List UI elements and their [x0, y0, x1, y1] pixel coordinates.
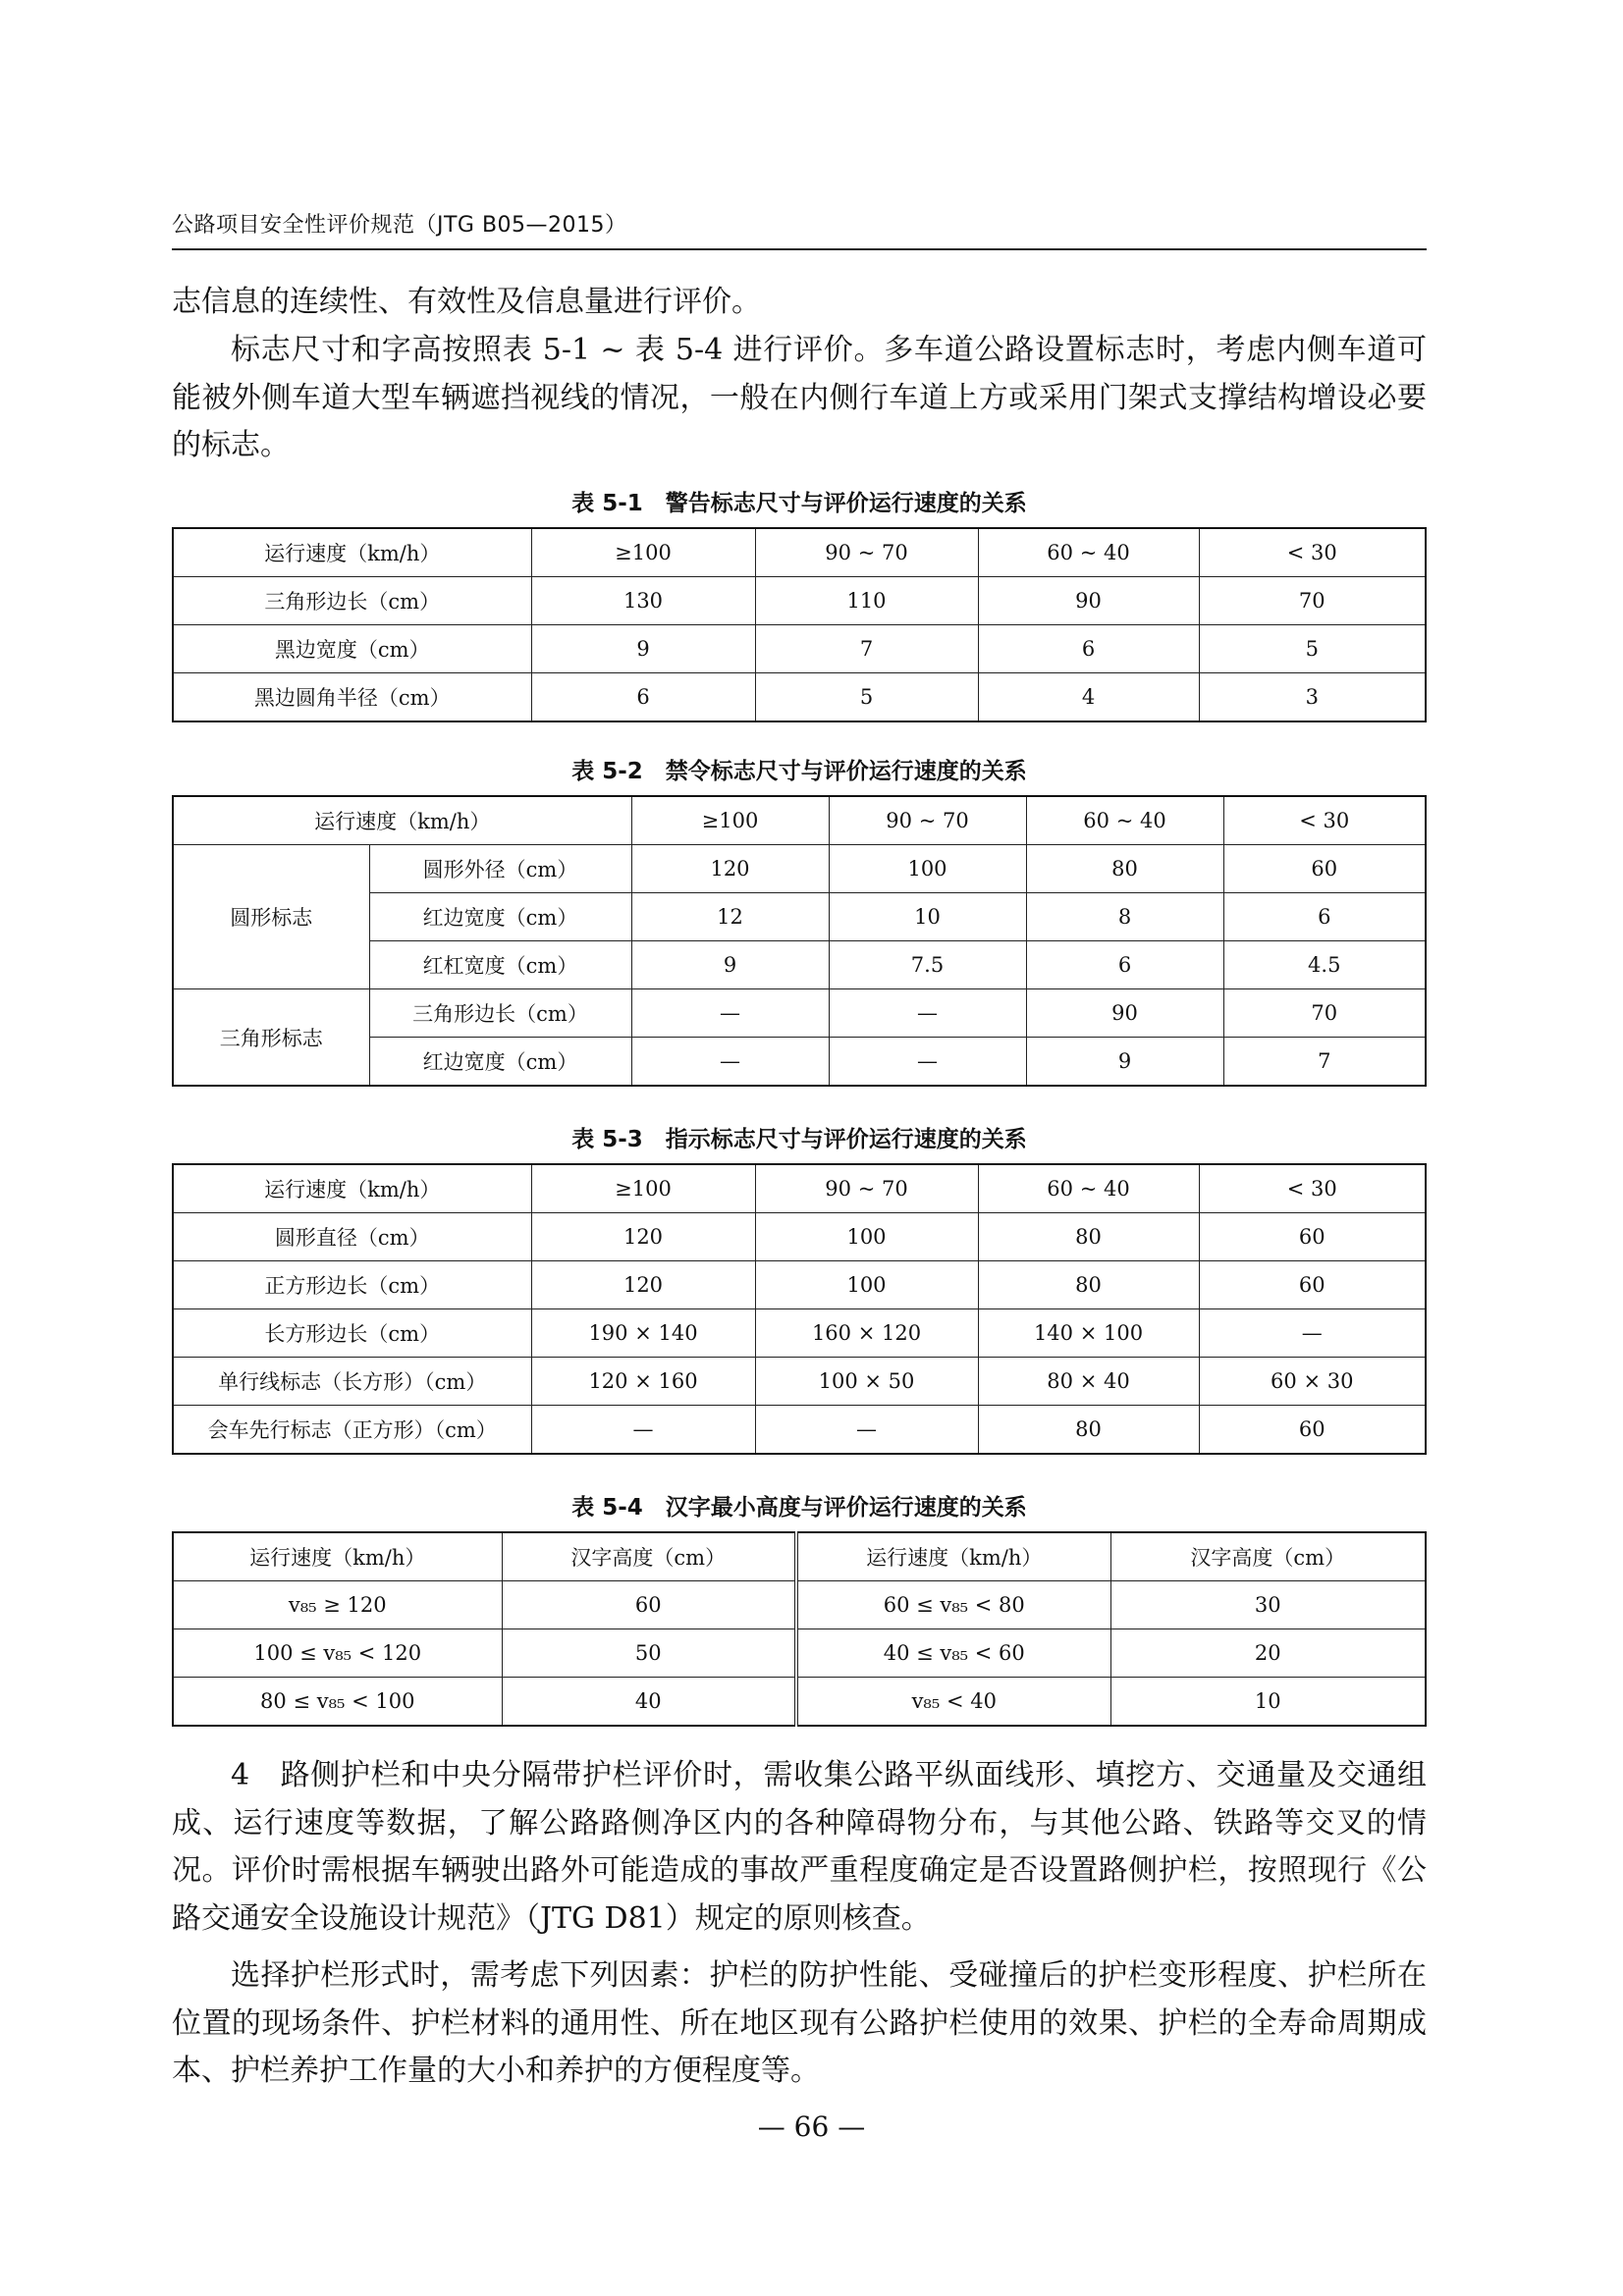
paragraph-1: 志信息的连续性、有效性及信息量进行评价。: [172, 285, 761, 319]
table-cell: 9: [531, 625, 755, 673]
table-row: [173, 1678, 1426, 1727]
table-row: [173, 796, 1426, 845]
table-header-cell: 运行速度（km/h）: [173, 528, 531, 577]
table-cell: 6: [531, 673, 755, 722]
table-row: [173, 1629, 1426, 1678]
table-row: [173, 1532, 1426, 1581]
table-header-cell: ≥100: [631, 796, 829, 845]
table-cell: 60: [502, 1581, 796, 1629]
table-row: [173, 1261, 1426, 1309]
table-cell: 60: [1199, 1213, 1426, 1261]
table-cell: 4: [978, 673, 1199, 722]
table-cell: —: [755, 1406, 978, 1455]
table-header-cell: 60 ~ 40: [978, 1164, 1199, 1213]
table-cell: 7.5: [829, 941, 1026, 989]
table-cell: 6: [1026, 941, 1223, 989]
table-cell: 120 × 160: [531, 1358, 755, 1406]
table-cell: 10: [829, 893, 1026, 941]
table-cell: 圆形外径（cm）: [369, 845, 631, 893]
table-5-1: [172, 527, 1427, 722]
table-cell: 圆形直径（cm）: [173, 1213, 531, 1261]
table-5-4-caption: 表 5-4 汉字最小高度与评价运行速度的关系: [571, 1495, 1027, 1521]
table-cell: 50: [502, 1629, 796, 1678]
table-cell: 120: [631, 845, 829, 893]
table-row: [173, 1358, 1426, 1406]
table-5-2-caption: 表 5-2 禁令标志尺寸与评价运行速度的关系: [571, 759, 1027, 784]
table-cell: 80: [978, 1261, 1199, 1309]
table-cell: 120: [531, 1261, 755, 1309]
table-header-cell: 运行速度（km/h）: [173, 1532, 502, 1581]
table-header-cell: 60 ~ 40: [1026, 796, 1223, 845]
table-row: [173, 673, 1426, 722]
table-header-cell: 汉字高度（cm）: [1110, 1532, 1426, 1581]
table-row: [173, 1164, 1426, 1213]
table-cell: 40 ≤ v₈₅ < 60: [796, 1629, 1110, 1678]
table-cell: 20: [1110, 1629, 1426, 1678]
table-header-cell: 运行速度（km/h）: [173, 796, 631, 845]
table-cell: 70: [1223, 989, 1426, 1038]
table-cell: —: [631, 1038, 829, 1087]
table-cell: 三角形边长（cm）: [369, 989, 631, 1038]
table-header-cell: 90 ~ 70: [755, 1164, 978, 1213]
table-row: [173, 989, 1426, 1038]
table-row: [173, 1213, 1426, 1261]
table-cell: 80: [1026, 845, 1223, 893]
table-header-cell: 60 ~ 40: [978, 528, 1199, 577]
table-cell: 3: [1199, 673, 1426, 722]
table-cell: 30: [1110, 1581, 1426, 1629]
table-header-cell: 运行速度（km/h）: [173, 1164, 531, 1213]
table-header-cell: 90 ~ 70: [829, 796, 1026, 845]
table-cell: 12: [631, 893, 829, 941]
table-cell: 圆形标志: [173, 845, 369, 989]
table-cell: 190 × 140: [531, 1309, 755, 1358]
table-cell: —: [829, 989, 1026, 1038]
table-cell: 会车先行标志（正方形）（cm）: [173, 1406, 531, 1455]
table-cell: 100 ≤ v₈₅ < 120: [173, 1629, 502, 1678]
table-cell: 红边宽度（cm）: [369, 1038, 631, 1087]
table-cell: —: [1199, 1309, 1426, 1358]
table-cell: 80: [978, 1406, 1199, 1455]
table-row: [173, 845, 1426, 893]
table-cell: 5: [1199, 625, 1426, 673]
table-cell: —: [531, 1406, 755, 1455]
table-header-cell: ≥100: [531, 528, 755, 577]
table-cell: 10: [1110, 1678, 1426, 1727]
table-cell: 70: [1199, 577, 1426, 625]
table-header-cell: 运行速度（km/h）: [796, 1532, 1110, 1581]
table-cell: 60: [1223, 845, 1426, 893]
table-cell: 60 × 30: [1199, 1358, 1426, 1406]
table-cell: 60 ≤ v₈₅ < 80: [796, 1581, 1110, 1629]
table-header-cell: ≥100: [531, 1164, 755, 1213]
paragraph-2: 标志尺寸和字高按照表 5-1 ~ 表 5-4 进行评价。多车道公路设置标志时，考虑内侧车道可能被外侧车道大型车辆遮挡视线的情况，一般在内侧行车道上方或采用门架式支撑结构增设必要的标志。: [172, 333, 1427, 462]
table-cell: 90: [978, 577, 1199, 625]
table-5-1-caption: 表 5-1 警告标志尺寸与评价运行速度的关系: [571, 491, 1027, 516]
table-cell: 90: [1026, 989, 1223, 1038]
table-cell: 6: [978, 625, 1199, 673]
table-cell: 正方形边长（cm）: [173, 1261, 531, 1309]
table-header-cell: 汉字高度（cm）: [502, 1532, 796, 1581]
table-cell: v₈₅ < 40: [796, 1678, 1110, 1727]
table-cell: 60: [1199, 1406, 1426, 1455]
table-5-3-caption: 表 5-3 指示标志尺寸与评价运行速度的关系: [571, 1127, 1027, 1152]
table-cell: v₈₅ ≥ 120: [173, 1581, 502, 1629]
table-cell: 三角形边长（cm）: [173, 577, 531, 625]
table-cell: 140 × 100: [978, 1309, 1199, 1358]
table-cell: 40: [502, 1678, 796, 1727]
table-cell: 三角形标志: [173, 989, 369, 1087]
table-cell: 长方形边长（cm）: [173, 1309, 531, 1358]
table-cell: 100: [755, 1213, 978, 1261]
table-cell: 100 × 50: [755, 1358, 978, 1406]
table-cell: 120: [531, 1213, 755, 1261]
table-cell: 黑边圆角半径（cm）: [173, 673, 531, 722]
table-cell: 红边宽度（cm）: [369, 893, 631, 941]
table-cell: 110: [755, 577, 978, 625]
table-cell: 80: [978, 1213, 1199, 1261]
table-cell: 5: [755, 673, 978, 722]
table-cell: 9: [631, 941, 829, 989]
table-cell: 60: [1199, 1261, 1426, 1309]
table-cell: 9: [1026, 1038, 1223, 1087]
paragraph-3: 4 路侧护栏和中央分隔带护栏评价时，需收集公路平纵面线形、填挖方、交通量及交通组成、运行速度等数据，了解公路路侧净区内的各种障碍物分布，与其他公路、铁路等交叉的情况。评价时需根据车辆驶出路外可能造成的事故严重程度确定是否设置路侧护栏，按照现行《公路交通安全设施设计规范》（JTG D81）规定的原则核查。: [172, 1758, 1427, 1936]
table-row: [173, 1309, 1426, 1358]
paragraph-4: 选择护栏形式时，需考虑下列因素：护栏的防护性能、受碰撞后的护栏变形程度、护栏所在位置的现场条件、护栏材料的通用性、所在地区现有公路护栏使用的效果、护栏的全寿命周期成本、护栏养护工作量的大小和养护的方便程度等。: [172, 1958, 1427, 2088]
table-header-cell: 90 ~ 70: [755, 528, 978, 577]
table-cell: 7: [1223, 1038, 1426, 1087]
page-number: — 66 —: [757, 2110, 866, 2143]
table-row: [173, 577, 1426, 625]
table-row: [173, 1406, 1426, 1455]
table-cell: 8: [1026, 893, 1223, 941]
table-cell: 单行线标志（长方形）（cm）: [173, 1358, 531, 1406]
table-header-cell: < 30: [1199, 528, 1426, 577]
header-rule: [172, 248, 1427, 250]
table-cell: 黑边宽度（cm）: [173, 625, 531, 673]
table-cell: —: [631, 989, 829, 1038]
table-row: [173, 528, 1426, 577]
table-row: [173, 625, 1426, 673]
table-header-cell: < 30: [1223, 796, 1426, 845]
table-cell: 80 ≤ v₈₅ < 100: [173, 1678, 502, 1727]
table-cell: 130: [531, 577, 755, 625]
table-cell: 4.5: [1223, 941, 1426, 989]
table-cell: 100: [829, 845, 1026, 893]
table-cell: 6: [1223, 893, 1426, 941]
table-cell: 100: [755, 1261, 978, 1309]
table-5-2: [172, 795, 1427, 1087]
table-cell: 160 × 120: [755, 1309, 978, 1358]
table-cell: 80 × 40: [978, 1358, 1199, 1406]
table-cell: 7: [755, 625, 978, 673]
running-header: 公路项目安全性评价规范（JTG B05—2015）: [172, 213, 627, 238]
table-cell: —: [829, 1038, 1026, 1087]
table-cell: 红杠宽度（cm）: [369, 941, 631, 989]
table-5-4: [172, 1531, 1427, 1727]
table-header-cell: < 30: [1199, 1164, 1426, 1213]
table-row: [173, 1581, 1426, 1629]
table-5-3: [172, 1163, 1427, 1455]
